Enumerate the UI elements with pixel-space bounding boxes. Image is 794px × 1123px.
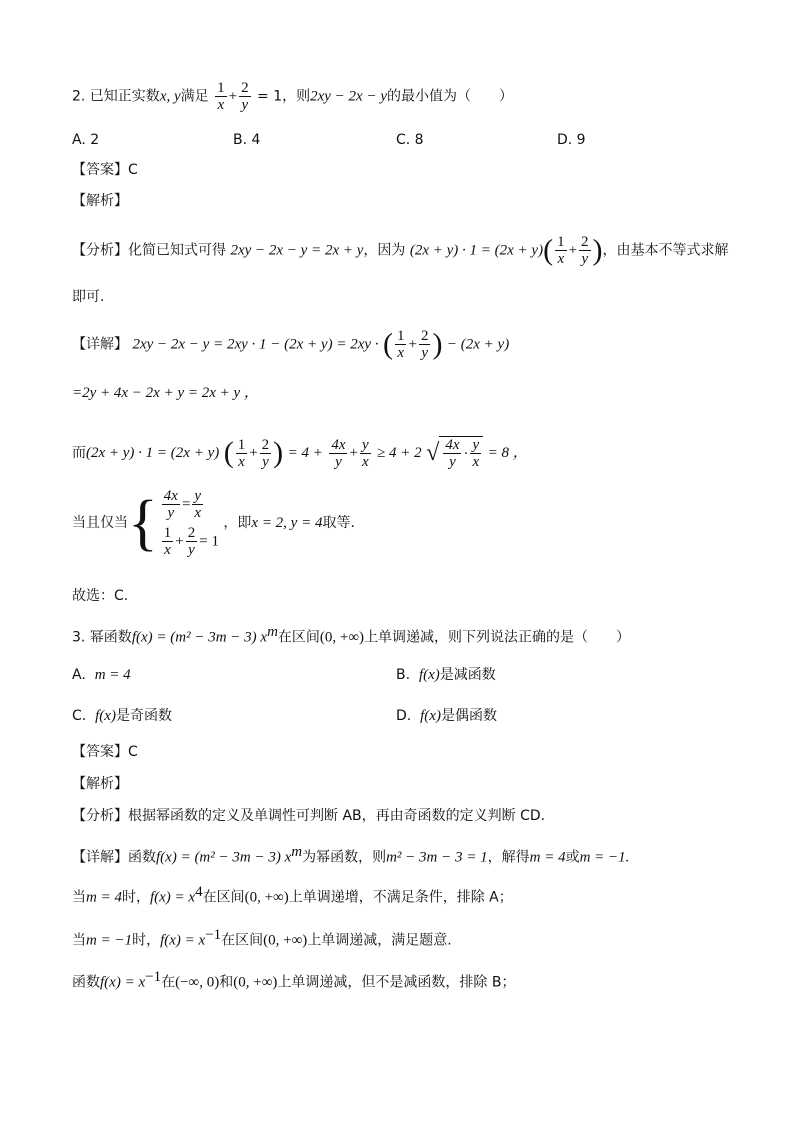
detail-math: f(x) = x	[149, 889, 196, 906]
detail-text: 时，	[121, 889, 150, 906]
option-letter: B.	[396, 667, 411, 683]
detail-math: f(x) = x	[100, 974, 146, 991]
q3-analysis-label: 【解析】	[72, 776, 128, 792]
fraction: $\frac{1}{x}$	[217, 80, 225, 113]
q3-detail-2: 当m = 4时，$f(x) = x^4$在区间(0, +∞)上单调递增，不满足条件，排除 A；	[72, 884, 513, 906]
option-math: f(x)	[420, 708, 441, 724]
detail-math: m = −1	[86, 932, 133, 949]
detail-text: ，解得	[487, 849, 530, 866]
step-text: 取等.	[322, 515, 355, 531]
detail-math: m = −1.	[579, 849, 630, 866]
q2-option-a: A. 2	[72, 132, 100, 148]
step-text: 当且仅当	[72, 515, 128, 531]
detail-math: f(x) = x	[160, 932, 206, 949]
option-math: f(x)	[418, 667, 440, 683]
option-letter: C.	[72, 708, 87, 724]
detail-text: 当	[72, 889, 86, 906]
detail-math: (0, +∞)	[233, 974, 278, 991]
fenxi-text: ，因为	[363, 242, 406, 259]
option-text: 是奇函数	[115, 708, 172, 724]
q2-xiangjie-step1: 【详解】 2xy − 2x − y = 2xy · 1 − (2x + y) = 2xy · ( $\frac{1}{x}$ + $\frac{2}{y}$ ) − (2x + y)	[72, 327, 510, 361]
detail-text: 为幂函数，则	[302, 849, 387, 866]
detail-math: m = 4	[86, 889, 122, 906]
step-equation: 2xy − 2x − y = 2xy · 1 − (2x + y) = 2xy ·	[132, 336, 379, 353]
q2-xiangjie-step4: 当且仅当{ $\frac{4x}{y}$ = $\frac{y}{x}$ $\frac{1}{x}$ + $\frac{2}{y}$ = 1 ，即x = 2, y = 4取等.	[72, 488, 355, 558]
detail-text: 时，	[132, 932, 161, 949]
detail-text: 在区间	[202, 889, 245, 906]
q2-stem-vars: x, y	[159, 88, 181, 105]
answer-value: C	[128, 744, 138, 760]
fraction: $\frac{1}{x}$	[396, 328, 405, 361]
detail-math: m = 4	[529, 849, 566, 866]
q3-option-c	[72, 706, 172, 726]
xiangjie-label: 【详解】	[72, 849, 128, 866]
fraction: $\frac{2}{y}$	[241, 80, 249, 113]
fraction: $\frac{2}{y}$	[261, 436, 270, 470]
step-equation: = 8 ，	[487, 445, 528, 461]
q3-interval: (0, +∞)	[319, 629, 365, 646]
fraction: $\frac{2}{y}$	[581, 234, 589, 267]
q3-detail-1: 【详解】函数f(x) = (m² − 3m − 3) $x^m$为幂函数，则m² − 3m − 3 = 1，解得m = 4或m = −1.	[72, 844, 630, 866]
detail-text: 上单调递减，但不是减函数，排除 B；	[277, 974, 516, 991]
detail-text: 函数	[72, 974, 100, 991]
option-math: m = 4	[94, 667, 131, 683]
q2-option-c: C. 8	[396, 132, 424, 148]
q2-answer	[72, 160, 138, 180]
q3-fenxi	[72, 806, 545, 826]
q3-option-b	[396, 665, 496, 685]
q3-option-d	[396, 706, 497, 726]
q2-analysis-label: 【解析】	[72, 193, 128, 209]
step-equation: x = 2, y = 4	[251, 515, 323, 531]
q3-detail-3: 当m = −1时，$f(x) = x^{-1}$在区间(0, +∞)上单调递减，满足题意.	[72, 927, 452, 949]
fraction: $\frac{2}{y}$	[420, 328, 429, 361]
q2-stem-prefix: 2. 已知正实数	[72, 88, 160, 105]
step-text: ，即	[223, 515, 252, 531]
q3-detail-4: 函数$f(x) = x^{-1}$在(−∞, 0)和(0, +∞)上单调递减，但不是减函数，排除 B；	[72, 969, 516, 991]
detail-text: 上单调递减，满足题意.	[307, 932, 452, 949]
step-equation: (2x + y) · 1 = (2x + y)	[86, 445, 220, 461]
detail-text: 当	[72, 932, 86, 949]
fenxi-label: 【分析】	[72, 808, 128, 824]
q3-option-a	[72, 665, 131, 685]
q2-fenxi: 【分析】化简已知式可得 2xy − 2x − y = 2x + y，因为 (2x + y) · 1 = (2x + y)( $\frac{1}{x}$ + $\frac{2}{y}$ )，由基本不等式求解	[72, 233, 729, 267]
fenxi-text: ，由基本不等式求解	[602, 242, 729, 259]
q2-fenxi-end: 即可.	[72, 289, 105, 305]
q2-stem-suffix: 的最小值为（ ）	[386, 88, 513, 105]
q3-stem-suffix: 上单调递减，则下列说法正确的是（ ）	[364, 629, 631, 646]
step-equation: − (2x + y)	[446, 336, 510, 353]
q2-cond-eq: = 1，则	[257, 88, 311, 105]
fraction: $\frac{1}{x}$	[237, 436, 246, 470]
detail-text: 或	[565, 849, 580, 866]
q3-stem-prefix: 3. 幂函数	[72, 629, 132, 646]
q3-function: f(x) = (m² − 3m − 3) x	[131, 629, 268, 646]
fraction: $\frac{y}{x}$	[361, 436, 369, 470]
equation-system: $\frac{4x}{y}$ = $\frac{y}{x}$ $\frac{1}{x}$ + $\frac{2}{y}$ = 1	[163, 488, 219, 558]
fraction: $\frac{4x}{y}$	[331, 436, 346, 470]
q2-stem-mid: 满足	[180, 88, 209, 105]
q2-option-d: D. 9	[557, 132, 586, 148]
detail-text: 函数	[128, 849, 156, 866]
fenxi-equation: 2xy − 2x − y = 2x + y	[230, 242, 364, 259]
xiangjie-label: 【详解】	[72, 336, 128, 353]
step-text: 而	[72, 445, 86, 461]
answer-value: C	[128, 162, 138, 178]
option-math: f(x)	[95, 708, 116, 724]
detail-math: (0, +∞)	[244, 889, 289, 906]
answer-label: 【答案】	[72, 744, 128, 760]
q2-xiangjie-step2: =2y + 4x − 2x + y = 2x + y ，	[72, 385, 259, 401]
sqrt: √ $\frac{4x}{y}$ · $\frac{y}{x}$	[426, 436, 483, 470]
detail-math: m² − 3m − 3 = 1	[386, 849, 488, 866]
option-text: 是偶函数	[440, 708, 497, 724]
detail-math: (0, +∞)	[263, 932, 308, 949]
q2-stem: 2. 已知正实数x, y满足 $\frac{1}{x}$ + $\frac{2}{y}$ = 1，则2xy − 2x − y的最小值为（ ）	[72, 80, 513, 113]
fraction: $\frac{1}{x}$	[557, 234, 565, 267]
detail-math: f(x) = (m² − 3m − 3) x	[156, 849, 292, 866]
detail-text: 在	[161, 974, 176, 991]
q2-conclusion: 故选：C.	[72, 588, 129, 604]
detail-math: (−∞, 0)	[175, 974, 220, 991]
fenxi-text: 化简已知式可得	[128, 242, 226, 259]
q2-xiangjie-step3: 而(2x + y) · 1 = (2x + y) ( $\frac{1}{x}$ + $\frac{2}{y}$ ) = 4 + $\frac{4x}{y}$ + $\frac{y}{x}$ ≥ 4 + 2 √ $\frac{4x}{y}$ · $\frac{y}{x}$ = 8 ，	[72, 436, 528, 470]
detail-text: 和	[219, 974, 234, 991]
fenxi-text: 根据幂函数的定义及单调性可判断 AB，再由奇函数的定义判断 CD.	[128, 808, 546, 824]
q3-answer	[72, 742, 138, 762]
q3-stem: 3. 幂函数f(x) = (m² − 3m − 3) $x^m$在区间(0, +∞)上单调递减，则下列说法正确的是（ ）	[72, 624, 631, 646]
detail-text: 在区间	[221, 932, 264, 949]
option-text: 是减函数	[439, 667, 496, 683]
step-equation: = 4 +	[287, 445, 323, 461]
detail-text: 上单调递增，不满足条件，排除 A；	[288, 889, 513, 906]
q2-expr: 2xy − 2x − y	[310, 88, 387, 105]
answer-label: 【答案】	[72, 162, 128, 178]
fenxi-equation: (2x + y) · 1 = (2x + y)	[409, 242, 544, 259]
q3-stem-mid: 在区间	[277, 629, 320, 646]
option-letter: D.	[396, 708, 412, 724]
option-letter: A.	[72, 667, 86, 683]
fenxi-label: 【分析】	[72, 242, 128, 259]
step-equation: ≥ 4 + 2	[377, 445, 422, 461]
q2-option-b: B. 4	[233, 132, 261, 148]
